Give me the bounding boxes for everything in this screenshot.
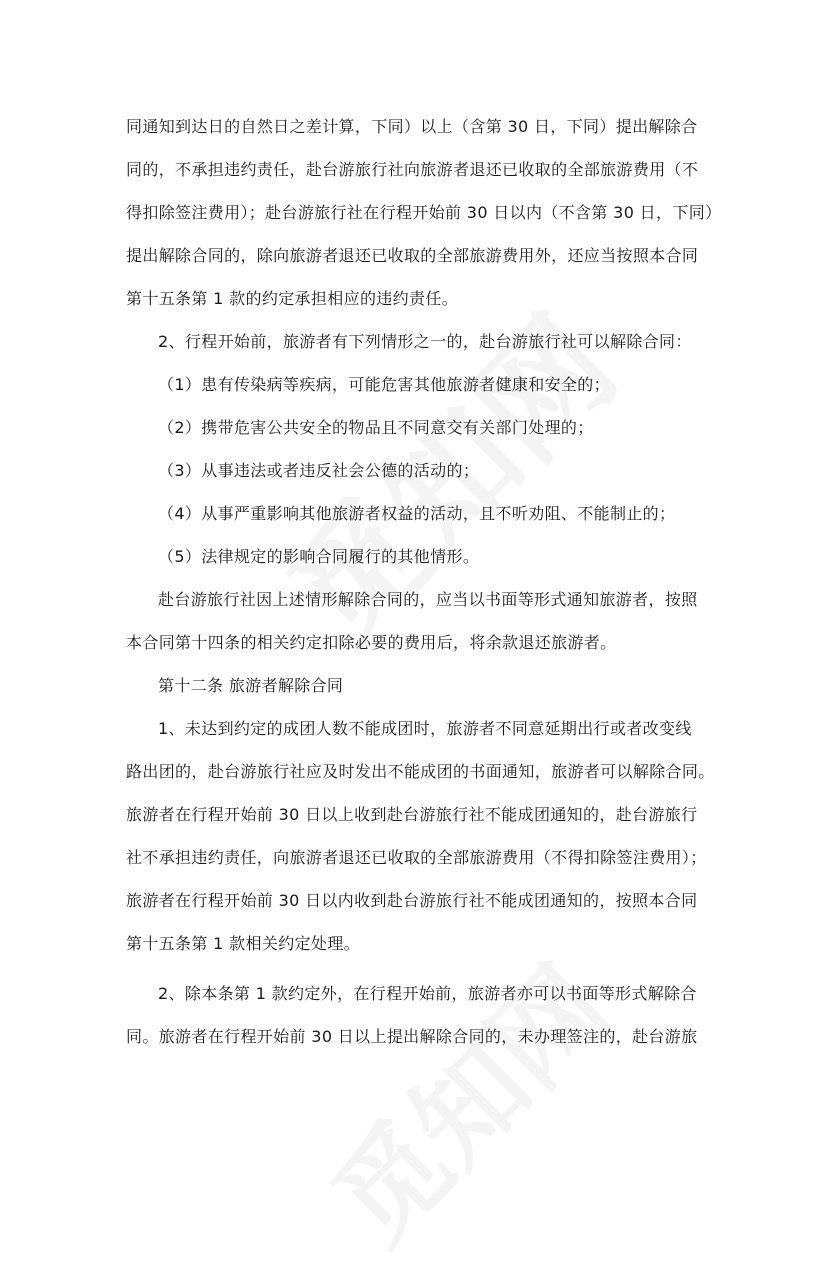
list-item: （2）携带危害公共安全的物品且不同意交有关部门处理的； — [158, 418, 594, 437]
paragraph-line: 本合同第十四条的相关约定扣除必要的费用后，将余款退还旅游者。 — [126, 633, 617, 652]
paragraph-line: 路出团的，赴台游旅行社应及时发出不能成团的书面通知，旅游者可以解除合同。 — [126, 762, 715, 781]
paragraph-line: 2、除本条第 1 款约定外，在行程开始前，旅游者亦可以书面等形式解除合 — [158, 984, 697, 1003]
paragraph-line: 同的，不承担违约责任，赴台游旅行社向旅游者退还已收取的全部旅游费用（不 — [126, 160, 699, 179]
paragraph-line: 同通知到达日的自然日之差计算，下同）以上（含第 30 日，下同）提出解除合 — [126, 117, 698, 136]
paragraph-line: 社不承担违约责任，向旅游者退还已收取的全部旅游费用（不得扣除签注费用）； — [126, 848, 707, 867]
list-item: （4）从事严重影响其他旅游者权益的活动，且不听劝阻、不能制止的； — [158, 504, 676, 523]
paragraph-line: 第十五条第 1 款的约定承担相应的违约责任。 — [126, 289, 459, 308]
list-item: （3）从事违法或者违反社会公德的活动的； — [158, 461, 480, 480]
paragraph-line: 第十五条第 1 款相关约定处理。 — [126, 934, 360, 953]
paragraph-line: 同。旅游者在行程开始前 30 日以上提出解除合同的，未办理签注的，赴台游旅 — [126, 1027, 698, 1046]
paragraph-line: 提出解除合同的，除向旅游者退还已收取的全部旅游费用外，还应当按照本合同 — [126, 246, 699, 265]
paragraph-line: 1、未达到约定的成团人数不能成团时，旅游者不同意延期出行或者改变线 — [158, 719, 692, 738]
paragraph-line: 得扣除签注费用）；赴台游旅行社在行程开始前 30 日以内（不含第 30 日，下同） — [126, 203, 722, 222]
clause-heading: 2、行程开始前，旅游者有下列情形之一的，赴台游旅行社可以解除合同： — [158, 332, 692, 351]
list-item: （5）法律规定的影响合同履行的其他情形。 — [158, 547, 480, 566]
watermark-text — [292, 926, 637, 1271]
list-item: （1）患有传染病等疾病，可能危害其他旅游者健康和安全的； — [158, 375, 610, 394]
article-heading: 第十二条 旅游者解除合同 — [158, 676, 344, 695]
paragraph-line: 旅游者在行程开始前 30 日以内收到赴台游旅行社不能成团通知的，按照本合同 — [126, 891, 698, 910]
paragraph-line: 旅游者在行程开始前 30 日以上收到赴台游旅行社不能成团通知的，赴台游旅行 — [126, 805, 698, 824]
paragraph-line: 赴台游旅行社因上述情形解除合同的，应当以书面等形式通知旅游者，按照 — [158, 590, 698, 609]
